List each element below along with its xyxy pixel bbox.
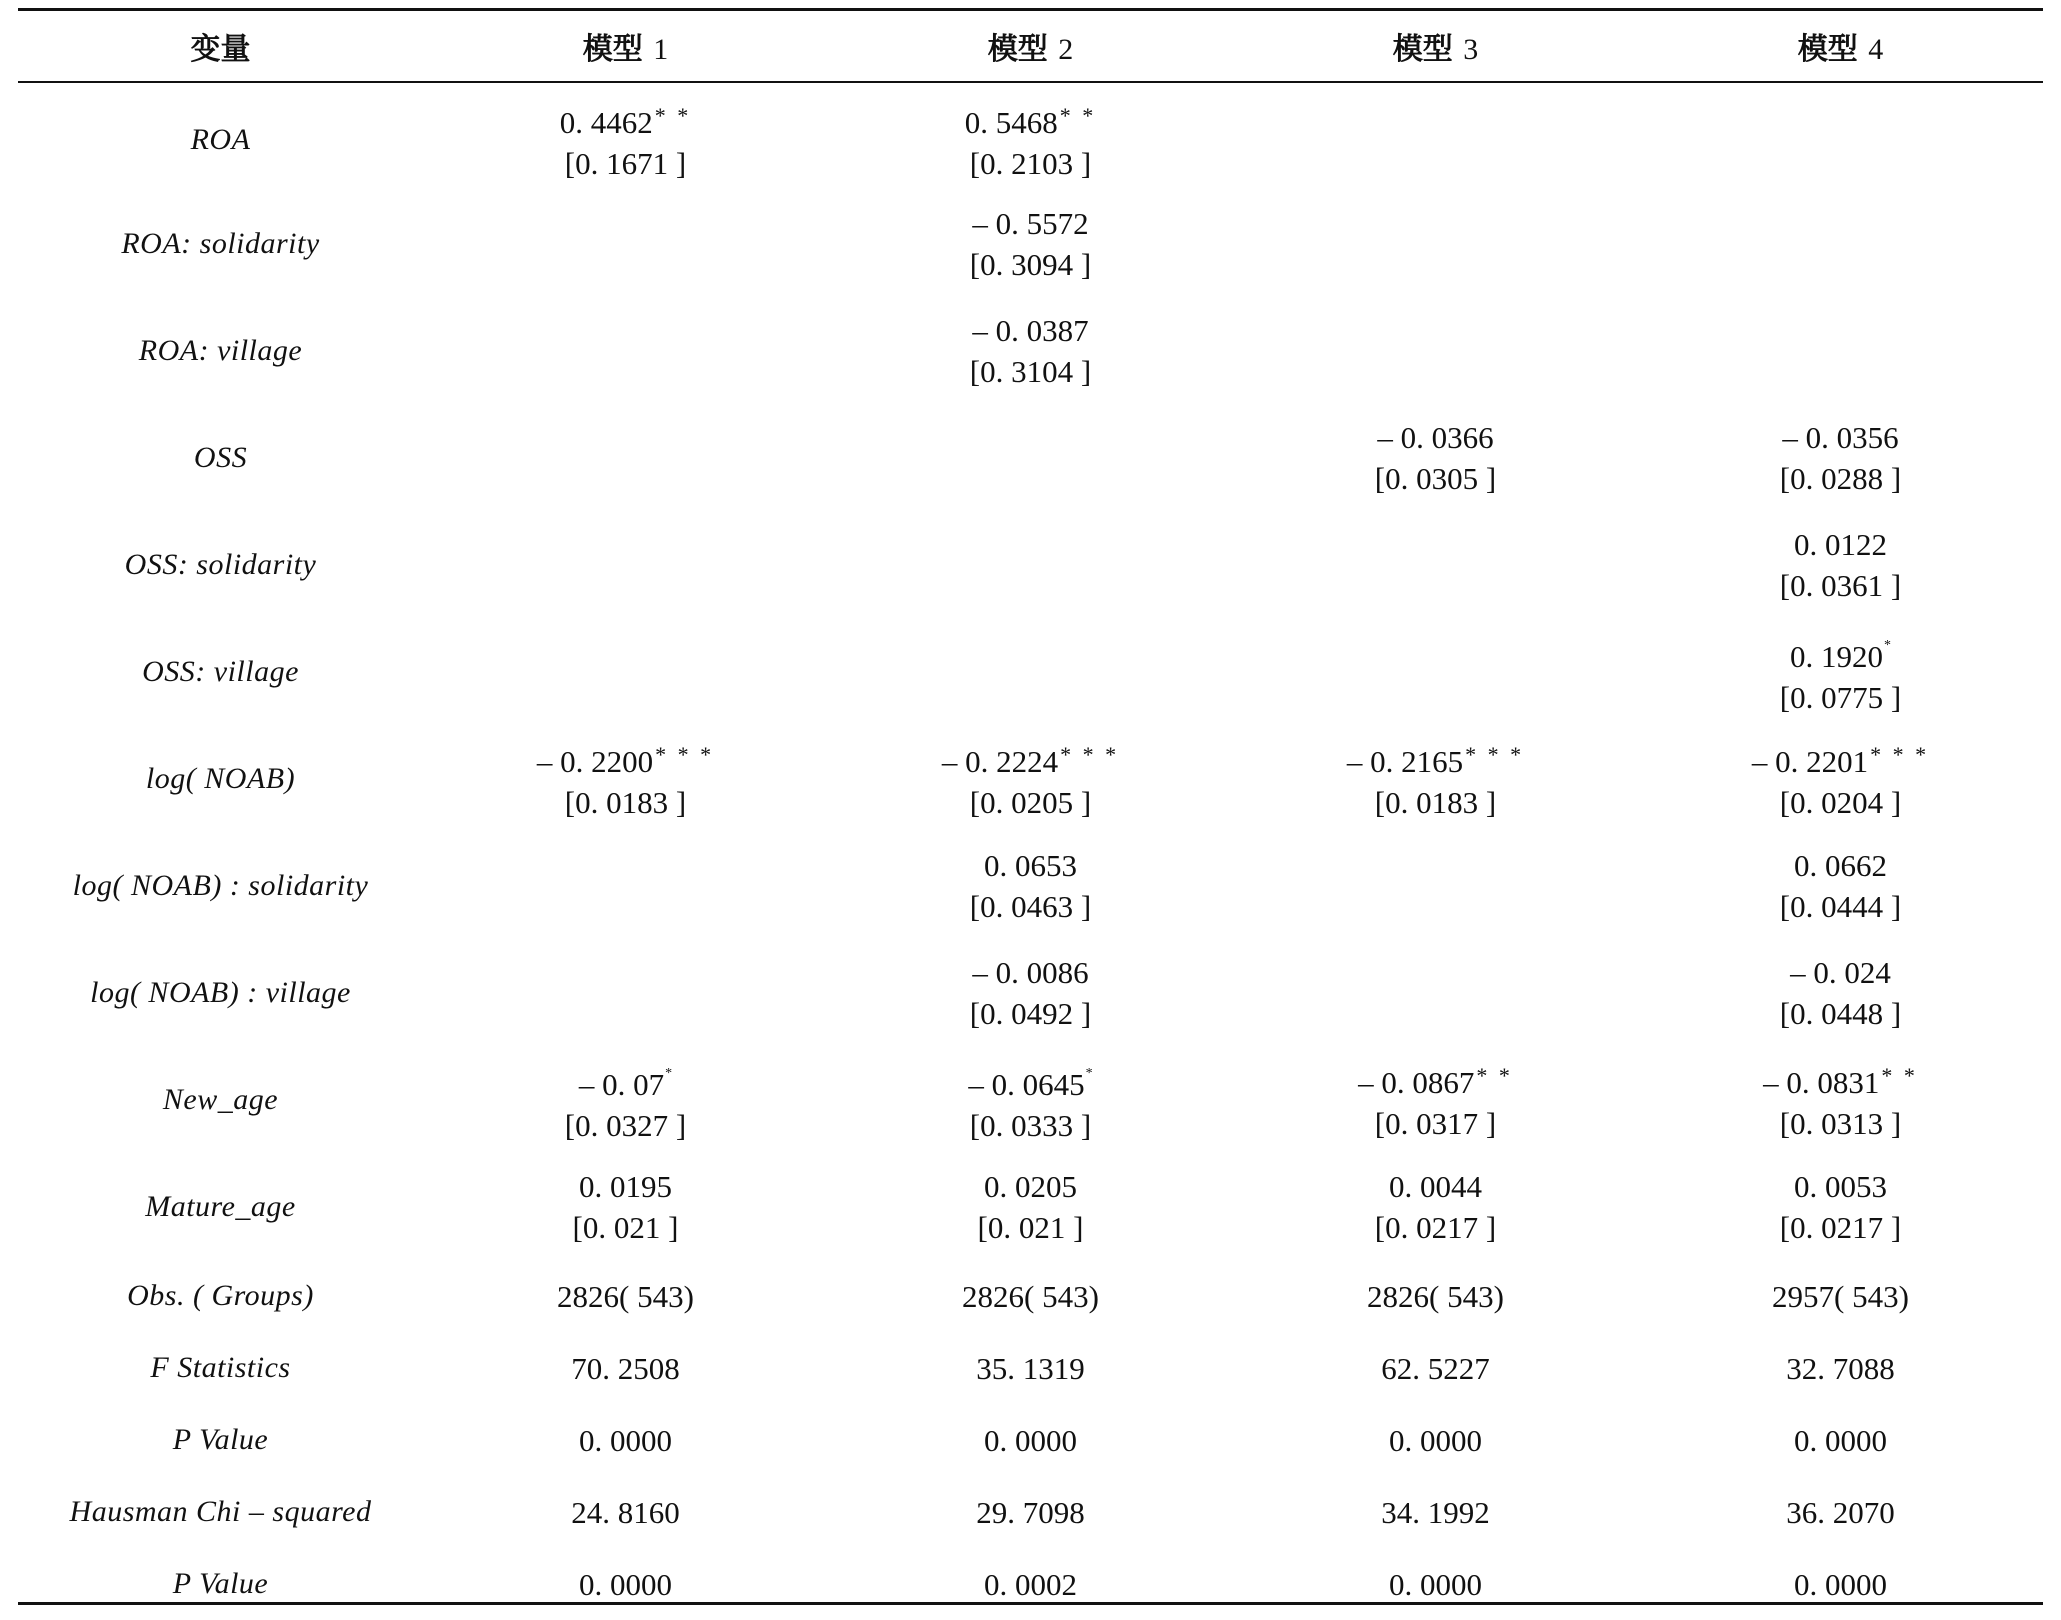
coefficient-cell	[828, 297, 1233, 404]
coefficient-cell	[828, 404, 1233, 511]
row-variable-label: Mature_age	[145, 1189, 296, 1223]
row-variable-cell	[18, 1404, 423, 1476]
row-variable-cell	[18, 618, 423, 725]
stat-cell	[423, 1404, 828, 1476]
coefficient-value: – 0. 0831	[1763, 1065, 1880, 1100]
coefficient-cell	[828, 1046, 1233, 1153]
standard-error: [0. 0183 ]	[1374, 785, 1497, 820]
coefficient-value: – 0. 2200	[536, 744, 654, 779]
significance-stars: * *	[1881, 1063, 1918, 1088]
standard-error: [0. 0205 ]	[969, 785, 1092, 820]
stat-value: 0. 0000	[1794, 1566, 1887, 1602]
coefficient-cell	[828, 725, 1233, 832]
coefficient-cell	[1638, 618, 2043, 725]
stat-cell	[1233, 1260, 1638, 1332]
coefficient-cell	[423, 190, 828, 297]
coefficient-cell	[828, 1153, 1233, 1260]
coefficient-value: – 0. 07	[578, 1067, 665, 1102]
coefficient-value: 0. 1920	[1790, 639, 1883, 674]
stat-cell	[1233, 1476, 1638, 1548]
coefficient-cell	[423, 404, 828, 511]
row-variable-cell	[18, 1332, 423, 1404]
header-model-number: 1	[653, 32, 669, 66]
stat-cell	[1638, 1260, 2043, 1332]
coefficient-cell	[1233, 1153, 1638, 1260]
stat-cell	[1233, 1404, 1638, 1476]
coefficient-value: – 0. 2224	[941, 744, 1059, 779]
header-model-label: 模型	[1797, 31, 1858, 67]
coefficient-cell	[423, 1046, 828, 1153]
stat-value: 70. 2508	[571, 1350, 680, 1386]
stat-cell	[423, 1332, 828, 1404]
standard-error: [0. 0775 ]	[1779, 680, 1902, 715]
stat-cell	[423, 1476, 828, 1548]
standard-error: [0. 021 ]	[977, 1209, 1084, 1245]
stat-cell	[1638, 1476, 2043, 1548]
coefficient-cell	[1638, 404, 2043, 511]
stat-value: 0. 0002	[984, 1566, 1077, 1602]
significance-stars: * * *	[1060, 742, 1120, 767]
coefficient-line	[1638, 524, 2043, 565]
coefficient-value: 0. 4462	[559, 105, 653, 140]
header-variable: 变量	[190, 31, 251, 67]
coefficient-value: – 0. 2165	[1346, 744, 1464, 779]
coefficient-line	[423, 1166, 828, 1207]
stat-value: 34. 1992	[1381, 1494, 1490, 1530]
row-variable-cell	[18, 725, 423, 832]
stat-cell	[1638, 1332, 2043, 1404]
stat-value: 2957( 543)	[1772, 1278, 1909, 1314]
stat-value: 0. 0000	[1794, 1422, 1887, 1458]
coefficient-cell	[1638, 511, 2043, 618]
coefficient-line	[1233, 734, 1638, 782]
coefficient-cell	[1233, 83, 1638, 190]
stat-cell	[828, 1332, 1233, 1404]
coefficient-line	[1233, 417, 1638, 458]
coefficient-value: – 0. 0086	[972, 954, 1089, 990]
row-variable-cell	[18, 1476, 423, 1548]
significance-stars: * *	[1476, 1063, 1513, 1088]
stat-value: 32. 7088	[1786, 1350, 1895, 1386]
row-variable-label: New_age	[162, 1082, 279, 1116]
standard-error: [0. 1671 ]	[564, 146, 687, 181]
coefficient-value: 0. 0122	[1794, 526, 1887, 562]
row-variable-cell	[18, 511, 423, 618]
significance-stars: * * *	[1465, 742, 1525, 767]
coefficient-line	[828, 845, 1233, 886]
standard-error: [0. 0492 ]	[969, 995, 1092, 1031]
coefficient-cell	[828, 618, 1233, 725]
stat-value: 0. 0000	[1389, 1566, 1482, 1602]
stat-cell	[828, 1260, 1233, 1332]
stat-value: 2826( 543)	[1367, 1278, 1504, 1314]
standard-error: [0. 0327 ]	[564, 1108, 687, 1143]
row-variable-label: P Value	[172, 1423, 269, 1456]
coefficient-cell	[1233, 725, 1638, 832]
coefficient-cell	[423, 297, 828, 404]
significance-stars: *	[1884, 638, 1891, 653]
standard-error: [0. 0317 ]	[1374, 1106, 1497, 1141]
coefficient-cell	[1233, 511, 1638, 618]
coefficient-value: 0. 0653	[984, 847, 1077, 883]
table-row	[18, 725, 2043, 832]
coefficient-line	[1233, 1055, 1638, 1103]
coefficient-line	[828, 952, 1233, 993]
standard-error: [0. 0448 ]	[1779, 995, 1902, 1031]
regression-table	[18, 8, 2043, 1620]
significance-stars: *	[1085, 1066, 1093, 1081]
row-variable-cell	[18, 404, 423, 511]
coefficient-cell	[423, 511, 828, 618]
stats-row	[18, 1548, 2043, 1620]
coefficient-value: 0. 0053	[1794, 1168, 1887, 1204]
row-variable-label: P Value	[172, 1567, 269, 1600]
stat-value: 24. 8160	[571, 1494, 680, 1530]
significance-stars: * *	[1059, 103, 1097, 128]
stats-row	[18, 1260, 2043, 1332]
coefficient-line	[828, 310, 1233, 351]
standard-error: [0. 0333 ]	[969, 1108, 1092, 1143]
stat-value: 2826( 543)	[557, 1278, 694, 1314]
coefficient-cell	[423, 725, 828, 832]
coefficient-line	[828, 95, 1233, 143]
row-variable-label: ROA: solidarity	[121, 226, 320, 260]
standard-error: [0. 0361 ]	[1779, 567, 1902, 603]
coefficient-line	[1638, 952, 2043, 993]
coefficient-cell	[1638, 297, 2043, 404]
standard-error: [0. 0463 ]	[969, 888, 1092, 924]
coefficient-cell	[1638, 1153, 2043, 1260]
coefficient-value: 0. 0662	[1794, 847, 1887, 883]
coefficient-line	[828, 1166, 1233, 1207]
standard-error: [0. 0305 ]	[1374, 460, 1497, 496]
coefficient-value: 0. 0044	[1389, 1168, 1482, 1204]
table-row	[18, 939, 2043, 1046]
stat-value: 62. 5227	[1381, 1350, 1490, 1386]
standard-error: [0. 2103 ]	[969, 146, 1092, 181]
coefficient-value: – 0. 5572	[972, 205, 1089, 241]
standard-error: [0. 0217 ]	[1374, 1209, 1497, 1245]
coefficient-cell	[1638, 832, 2043, 939]
coefficient-line	[828, 1053, 1233, 1105]
stat-cell	[423, 1260, 828, 1332]
header-model-number: 3	[1463, 32, 1479, 66]
stat-value: 0. 0000	[579, 1422, 672, 1458]
coefficient-line	[423, 95, 828, 143]
row-variable-cell	[18, 832, 423, 939]
coefficient-value: 0. 0205	[984, 1168, 1077, 1204]
stat-value: 2826( 543)	[962, 1278, 1099, 1314]
header-model-label: 模型	[987, 31, 1048, 67]
stat-cell	[1233, 1548, 1638, 1620]
header-model-label: 模型	[582, 31, 643, 67]
row-variable-cell	[18, 83, 423, 190]
coefficient-line	[1233, 1166, 1638, 1207]
stat-value: 0. 0000	[1389, 1422, 1482, 1458]
table-row	[18, 1046, 2043, 1153]
standard-error: [0. 0204 ]	[1779, 785, 1902, 820]
row-variable-cell	[18, 297, 423, 404]
row-variable-label: Hausman Chi – squared	[69, 1495, 372, 1528]
table-row	[18, 1153, 2043, 1260]
header-model-4	[1638, 8, 2043, 83]
row-variable-cell	[18, 1153, 423, 1260]
coefficient-line	[423, 1053, 828, 1105]
header-model-label: 模型	[1392, 31, 1453, 67]
coefficient-line	[1638, 1055, 2043, 1103]
significance-stars: * *	[654, 103, 692, 128]
row-variable-label: log( NOAB) : solidarity	[72, 868, 369, 902]
stat-cell	[1638, 1404, 2043, 1476]
row-variable-cell	[18, 1046, 423, 1153]
coefficient-line	[1638, 625, 2043, 677]
significance-stars: * * *	[1870, 742, 1930, 767]
row-variable-label: log( NOAB) : village	[90, 975, 351, 1009]
significance-stars: *	[665, 1066, 673, 1081]
coefficient-value: – 0. 2201	[1751, 744, 1869, 779]
coefficient-cell	[828, 511, 1233, 618]
table-row	[18, 404, 2043, 511]
table-row	[18, 83, 2043, 190]
coefficient-line	[423, 734, 828, 782]
stat-value: 35. 1319	[976, 1350, 1085, 1386]
coefficient-value: – 0. 0366	[1377, 419, 1494, 455]
table-row	[18, 832, 2043, 939]
coefficient-cell	[1638, 725, 2043, 832]
row-variable-cell	[18, 1260, 423, 1332]
standard-error: [0. 0217 ]	[1779, 1209, 1902, 1245]
row-variable-cell	[18, 1548, 423, 1620]
stat-cell	[828, 1404, 1233, 1476]
header-model-number: 2	[1058, 32, 1074, 66]
coefficient-cell	[1233, 618, 1638, 725]
coefficient-value: 0. 0195	[579, 1168, 672, 1204]
header-model-2	[828, 8, 1233, 83]
stats-row	[18, 1332, 2043, 1404]
coefficient-value: – 0. 0867	[1358, 1065, 1475, 1100]
stats-row	[18, 1476, 2043, 1548]
coefficient-cell	[1233, 297, 1638, 404]
coefficient-cell	[1638, 939, 2043, 1046]
row-variable-label: ROA: village	[138, 333, 303, 367]
coefficient-cell	[828, 939, 1233, 1046]
coefficient-line	[1638, 734, 2043, 782]
coefficient-cell	[1233, 1046, 1638, 1153]
stat-cell	[1638, 1548, 2043, 1620]
row-variable-label: ROA	[190, 122, 251, 156]
header-model-3	[1233, 8, 1638, 83]
coefficient-value: – 0. 0387	[972, 312, 1089, 348]
row-variable-label: OSS	[193, 440, 248, 474]
header-row	[18, 8, 2043, 83]
table-row	[18, 190, 2043, 297]
standard-error: [0. 0313 ]	[1779, 1106, 1902, 1141]
table-body	[18, 83, 2043, 1620]
stats-row	[18, 1404, 2043, 1476]
standard-error: [0. 0183 ]	[564, 785, 687, 820]
coefficient-cell	[828, 190, 1233, 297]
table-row	[18, 297, 2043, 404]
row-variable-label: Obs. ( Groups)	[127, 1279, 314, 1312]
coefficient-cell	[828, 83, 1233, 190]
stat-value: 29. 7098	[976, 1494, 1085, 1530]
coefficient-cell	[423, 1153, 828, 1260]
coefficient-value: – 0. 0645	[968, 1067, 1085, 1102]
row-variable-label: F Statistics	[150, 1351, 291, 1384]
header-model-1	[423, 8, 828, 83]
row-variable-label: OSS: village	[142, 654, 299, 688]
coefficient-cell	[1233, 190, 1638, 297]
coefficient-cell	[1233, 832, 1638, 939]
coefficient-cell	[828, 832, 1233, 939]
coefficient-cell	[1233, 404, 1638, 511]
coefficient-line	[828, 734, 1233, 782]
standard-error: [0. 021 ]	[572, 1209, 679, 1245]
standard-error: [0. 3104 ]	[969, 353, 1092, 389]
significance-stars: * * *	[655, 742, 715, 767]
row-variable-cell	[18, 939, 423, 1046]
row-variable-cell	[18, 190, 423, 297]
coefficient-value: – 0. 024	[1790, 954, 1891, 990]
coefficient-cell	[1233, 939, 1638, 1046]
table-row	[18, 618, 2043, 725]
coefficient-value: – 0. 0356	[1782, 419, 1899, 455]
stat-cell	[1233, 1332, 1638, 1404]
coefficient-cell	[1638, 1046, 2043, 1153]
stat-cell	[423, 1548, 828, 1620]
standard-error: [0. 0444 ]	[1779, 888, 1902, 924]
coefficient-line	[1638, 1166, 2043, 1207]
stat-value: 0. 0000	[579, 1566, 672, 1602]
coefficient-value: 0. 5468	[964, 105, 1058, 140]
standard-error: [0. 0288 ]	[1779, 460, 1902, 496]
coefficient-cell	[423, 83, 828, 190]
row-variable-label: OSS: solidarity	[124, 547, 317, 581]
stat-value: 0. 0000	[984, 1422, 1077, 1458]
coefficient-line	[828, 203, 1233, 244]
header-model-number: 4	[1868, 32, 1884, 66]
coefficient-line	[1638, 417, 2043, 458]
table-row	[18, 511, 2043, 618]
coefficient-cell	[423, 832, 828, 939]
standard-error: [0. 3094 ]	[969, 246, 1092, 282]
coefficient-cell	[1638, 83, 2043, 190]
row-variable-label: log( NOAB)	[145, 761, 296, 795]
stat-value: 36. 2070	[1786, 1494, 1895, 1530]
coefficient-line	[1638, 845, 2043, 886]
coefficient-cell	[423, 618, 828, 725]
coefficient-cell	[1638, 190, 2043, 297]
stat-cell	[828, 1476, 1233, 1548]
stat-cell	[828, 1548, 1233, 1620]
coefficient-cell	[423, 939, 828, 1046]
